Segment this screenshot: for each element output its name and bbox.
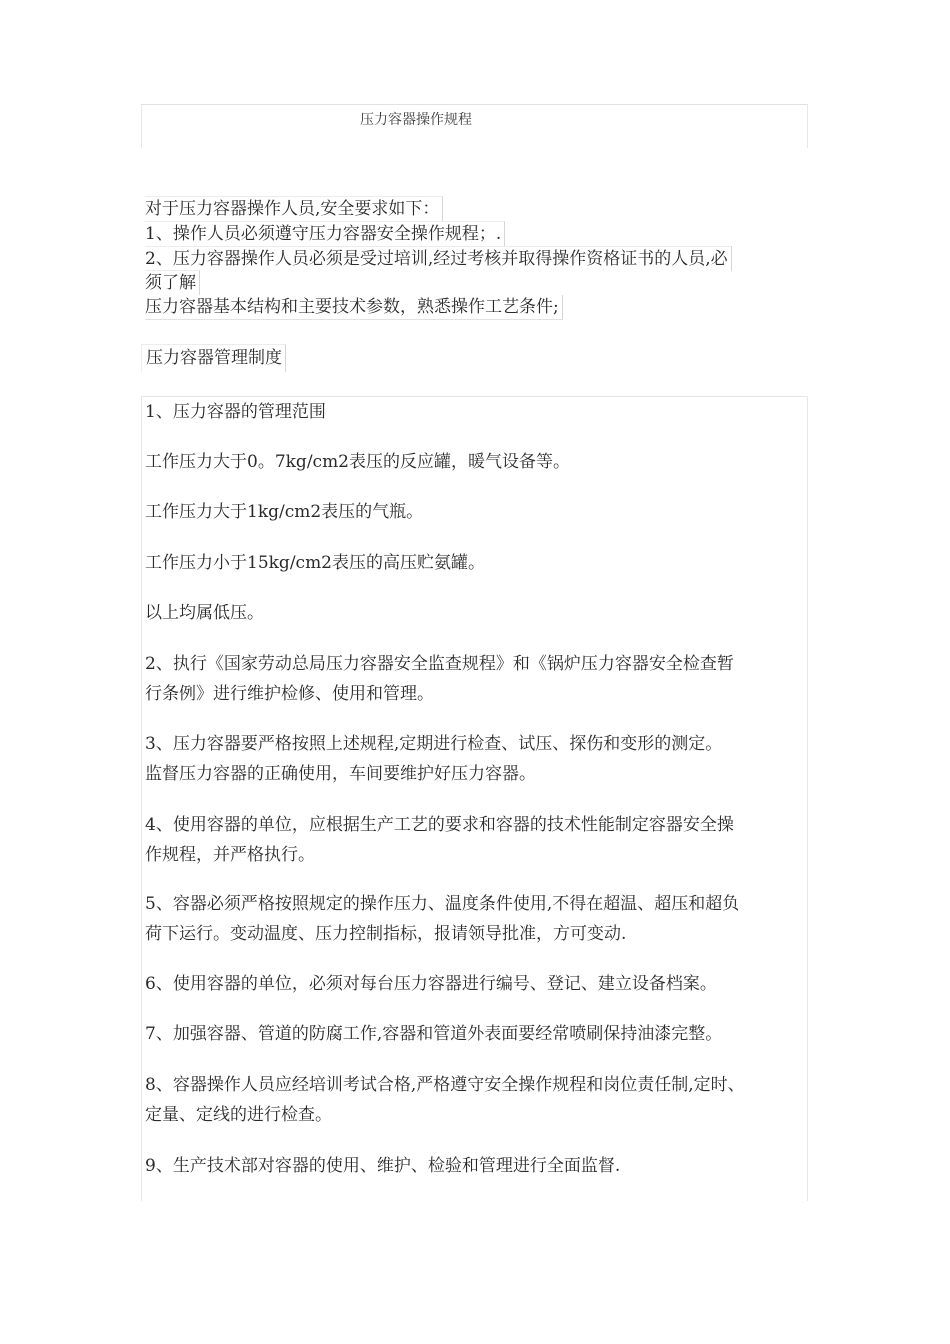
document-title: 压力容器操作规程 xyxy=(360,112,472,128)
paragraph-rule-5-line-2: 荷下运行。变动温度、压力控制指标，报请领导批准，方可变动. xyxy=(145,924,627,944)
section-heading: 压力容器管理制度 xyxy=(141,344,286,372)
paragraph-rule-8-line-2: 定量、定线的进行检查。 xyxy=(145,1105,332,1125)
intro-line-4: 须了解 xyxy=(145,270,200,295)
intro-line-5: 压力容器基本结构和主要技术参数，熟悉操作工艺条件; xyxy=(145,295,563,320)
paragraph-ammonia-tank: 工作压力小于15kg/cm2表压的高压贮氨罐。 xyxy=(145,553,485,573)
paragraph-low-pressure: 以上均属低压。 xyxy=(145,603,264,623)
paragraph-rule-8-line-1: 8、容器操作人员应经培训考试合格,严格遵守安全操作规程和岗位责任制,定时、 xyxy=(145,1075,745,1095)
paragraph-rule-7: 7、加强容器、管道的防腐工作,容器和管道外表面要经常喷刷保持油漆完整。 xyxy=(145,1024,723,1044)
intro-line-3: 2、压力容器操作人员必须是受过培训,经过考核并取得操作资格证书的人员,必 xyxy=(145,246,732,271)
paragraph-rule-9: 9、生产技术部对容器的使用、维护、检验和管理进行全面监督. xyxy=(145,1156,621,1176)
paragraph-rule-2-line-1: 2、执行《国家劳动总局压力容器安全监查规程》和《锅炉压力容器安全检查暂 xyxy=(145,654,734,674)
paragraph-rule-3-line-1: 3、压力容器要严格按照上述规程,定期进行检查、试压、探伤和变形的测定。 xyxy=(145,734,723,754)
paragraph-scope: 1、压力容器的管理范围 xyxy=(145,402,326,422)
paragraph-rule-4-line-1: 4、使用容器的单位，应根据生产工艺的要求和容器的技术性能制定容器安全操 xyxy=(145,815,734,835)
header-frame xyxy=(141,104,808,148)
paragraph-rule-4-line-2: 作规程，并严格执行。 xyxy=(145,845,315,865)
paragraph-rule-6: 6、使用容器的单位，必须对每台压力容器进行编号、登记、建立设备档案。 xyxy=(145,974,717,994)
paragraph-rule-3-line-2: 监督压力容器的正确使用，车间要维护好压力容器。 xyxy=(145,764,536,784)
intro-line-2: 1、操作人员必须遵守压力容器安全操作规程；. xyxy=(145,221,505,246)
intro-line-1: 对于压力容器操作人员,安全要求如下： xyxy=(145,196,443,221)
paragraph-rule-5-line-1: 5、容器必须严格按照规定的操作压力、温度条件使用,不得在超温、超压和超负 xyxy=(145,894,740,914)
paragraph-cylinder: 工作压力大于1kg/cm2表压的气瓶。 xyxy=(145,502,424,522)
paragraph-reactor: 工作压力大于0。7kg/cm2表压的反应罐，暖气设备等。 xyxy=(145,452,570,472)
paragraph-rule-2-line-2: 行条例》进行维护检修、使用和管理。 xyxy=(145,684,434,704)
